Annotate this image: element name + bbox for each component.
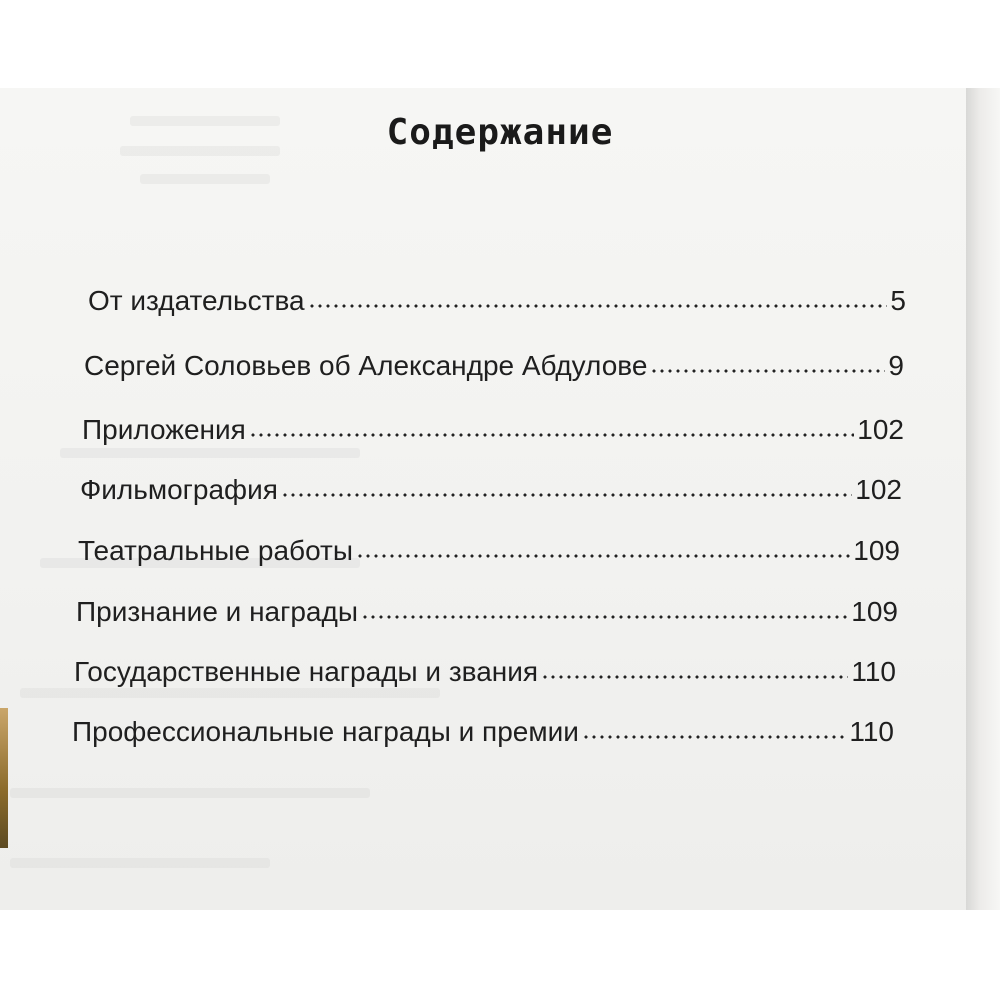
toc-entry bbox=[80, 474, 902, 506]
dot-leader bbox=[281, 493, 852, 497]
page-edge bbox=[966, 88, 1000, 910]
toc-entry-page: 102 bbox=[855, 474, 902, 505]
toc-entry-page: 9 bbox=[888, 350, 904, 381]
dot-leader bbox=[582, 735, 846, 739]
toc-entry-label: Фильмография bbox=[80, 474, 278, 505]
toc-entry-page: 110 bbox=[851, 656, 896, 687]
toc-entry-label: От издательства bbox=[88, 285, 305, 316]
toc-entry-label: Профессиональные награды и премии bbox=[72, 716, 579, 747]
toc-entry bbox=[74, 656, 896, 688]
toc-entry-page: 109 bbox=[853, 535, 900, 566]
toc-entry bbox=[76, 596, 898, 628]
toc-entry bbox=[82, 414, 904, 446]
contents-title: Содержание bbox=[386, 112, 614, 153]
toc-entry bbox=[78, 535, 900, 567]
toc-entry-page: 110 bbox=[849, 716, 894, 747]
dot-leader bbox=[308, 304, 888, 308]
toc-entry-page: 102 bbox=[857, 414, 904, 445]
dot-leader bbox=[249, 433, 854, 437]
toc-entry-label: Театральные работы bbox=[78, 535, 353, 566]
toc-entry-label: Государственные награды и звания bbox=[74, 656, 539, 687]
toc-entry-label: Приложения bbox=[82, 414, 246, 445]
dot-leader bbox=[650, 369, 885, 373]
toc-entry-label: Сергей Соловьев об Александре Абдулове bbox=[84, 350, 648, 381]
dot-leader bbox=[541, 675, 848, 679]
dot-leader bbox=[356, 554, 850, 558]
toc-entry bbox=[72, 716, 894, 748]
toc-entry-label: Признание и награды bbox=[76, 596, 358, 627]
cover-edge bbox=[0, 708, 8, 848]
dot-leader bbox=[361, 615, 848, 619]
toc-entry bbox=[84, 350, 904, 382]
toc-entry bbox=[88, 285, 906, 317]
toc-entry-page: 5 bbox=[890, 285, 906, 316]
toc-entry-page: 109 bbox=[851, 596, 898, 627]
